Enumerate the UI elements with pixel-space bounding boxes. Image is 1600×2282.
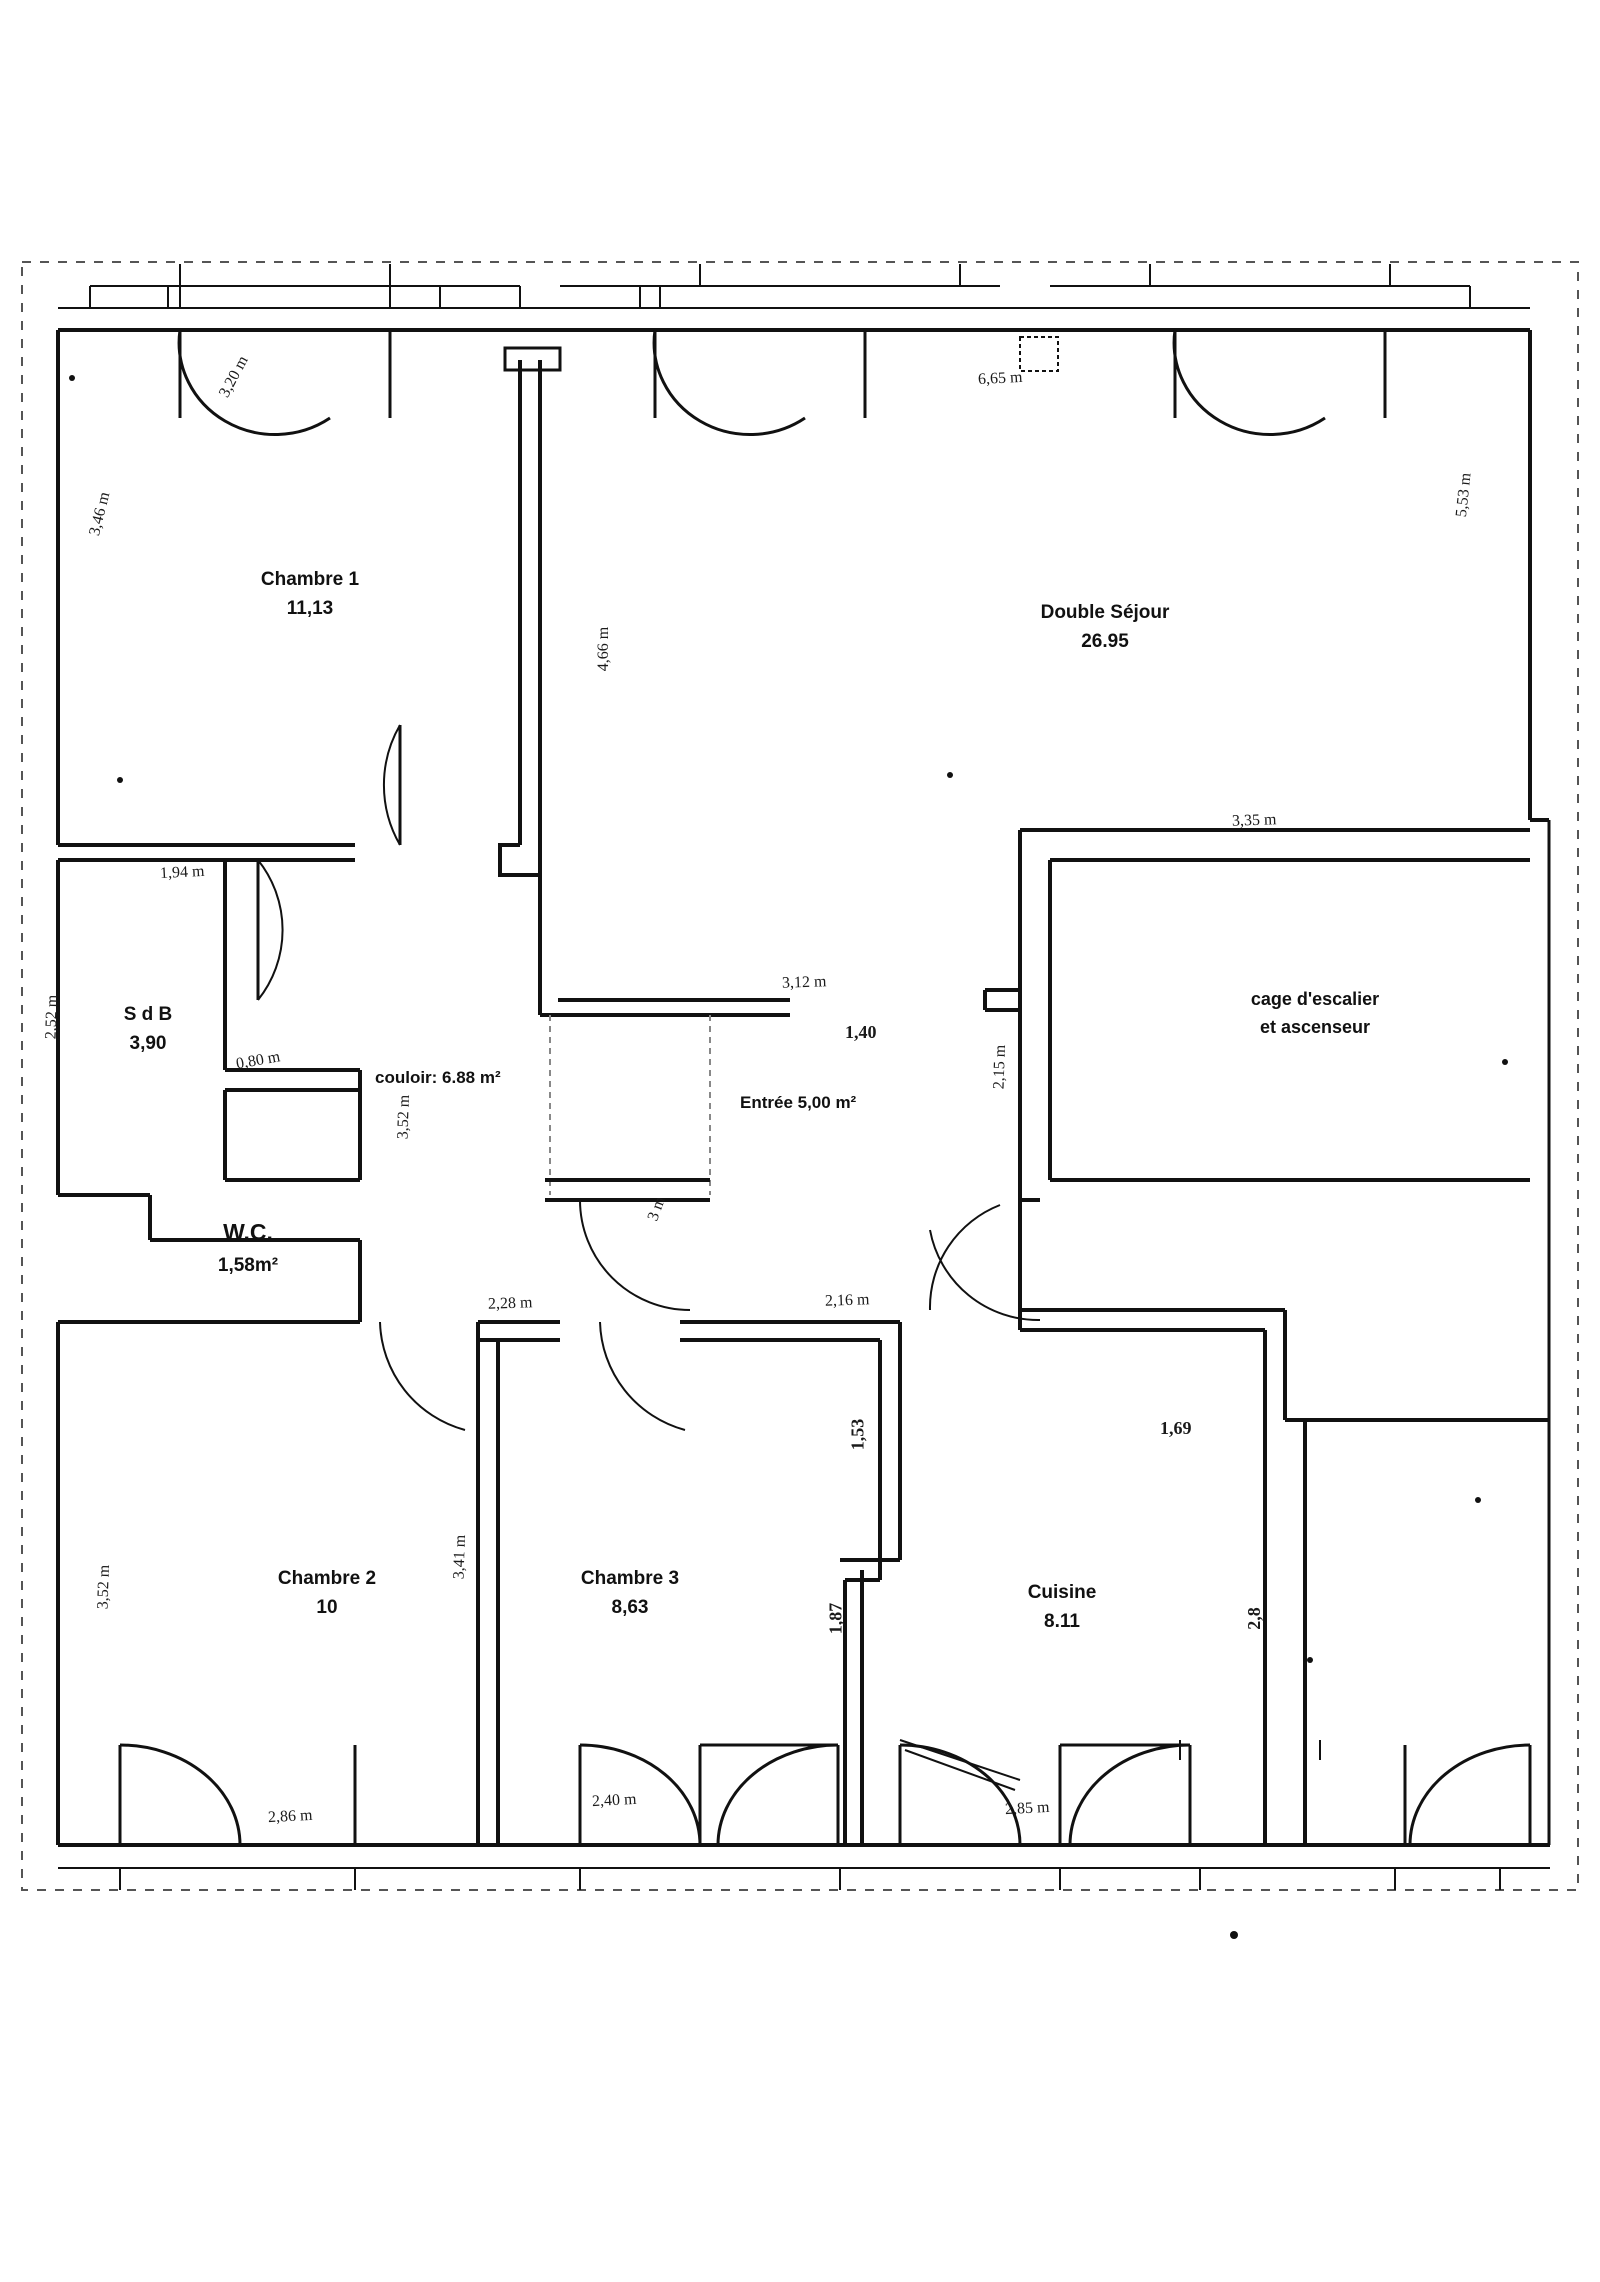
dimension-label: 1,40 [845, 1022, 877, 1042]
dimension-label: 1,87 [825, 1602, 846, 1635]
stairwell-label [1251, 986, 1379, 1042]
dimension-label: 3 m [644, 1194, 669, 1224]
dimension-label: 0,80 m [234, 1048, 282, 1073]
stairwell-line-1: cage d'escalier [1250, 989, 1380, 1009]
dimension-label: 3,46 m [86, 490, 114, 538]
dimension-label: 3,35 m [1231, 811, 1277, 830]
stairwell-line-2: et ascenseur [1259, 1016, 1371, 1037]
room-area: 11,13 [286, 598, 334, 620]
room-area: 10 [316, 1597, 338, 1619]
corridor-label: couloir: 6.88 m² [375, 1068, 501, 1087]
dimension-label: 2,8 [1243, 1607, 1264, 1630]
dimension-label: 2,40 m [591, 1790, 637, 1811]
room-name: Chambre 3 [580, 1568, 680, 1589]
room-name: Chambre 2 [277, 1568, 377, 1589]
dimension-label: 3,52 m [394, 1094, 413, 1140]
dimension-label: 3,52 m [94, 1564, 113, 1610]
dimension-label: 2,28 m [487, 1294, 533, 1313]
dimension-label: 2,15 m [990, 1044, 1009, 1090]
room-label [218, 1215, 278, 1280]
dimension-label: 3,12 m [781, 973, 827, 992]
room-label [261, 565, 359, 624]
dimension-label: 3,20 m [215, 353, 252, 401]
dimension-label: 5,53 m [1452, 471, 1475, 518]
room-label [1028, 1578, 1097, 1637]
room-label [1041, 598, 1170, 657]
dimension-label: 1,69 [1160, 1418, 1192, 1438]
room-label [278, 1564, 376, 1623]
dimension-label: 2,86 m [267, 1806, 313, 1827]
dimension-label: 2,52 m [42, 994, 61, 1040]
room-label [124, 1000, 173, 1059]
room-area: 3,90 [129, 1033, 167, 1055]
dimension-label: 3,41 m [450, 1534, 469, 1580]
room-label [581, 1564, 679, 1623]
room-area: 1,58m² [217, 1254, 279, 1276]
room-area: 8,63 [611, 1597, 649, 1619]
dimension-label: 2,16 m [824, 1291, 870, 1310]
room-area: 8.11 [1044, 1611, 1080, 1633]
room-name: S d B [123, 1004, 173, 1025]
room-name: Double Séjour [1040, 602, 1170, 623]
room-name: Chambre 1 [260, 569, 360, 590]
room-name: W.C. [223, 1219, 273, 1245]
dimension-label: 6,65 m [977, 368, 1023, 389]
dimension-label: 1,94 m [159, 862, 205, 883]
dimension-label: 2,85 m [1004, 1798, 1050, 1819]
room-area: 26.95 [1081, 631, 1129, 653]
entrance-label: Entrée 5,00 m² [740, 1093, 857, 1112]
dimension-label: 1,53 [847, 1418, 868, 1451]
room-name: Cuisine [1027, 1582, 1097, 1603]
dimension-label: 4,66 m [595, 626, 613, 672]
